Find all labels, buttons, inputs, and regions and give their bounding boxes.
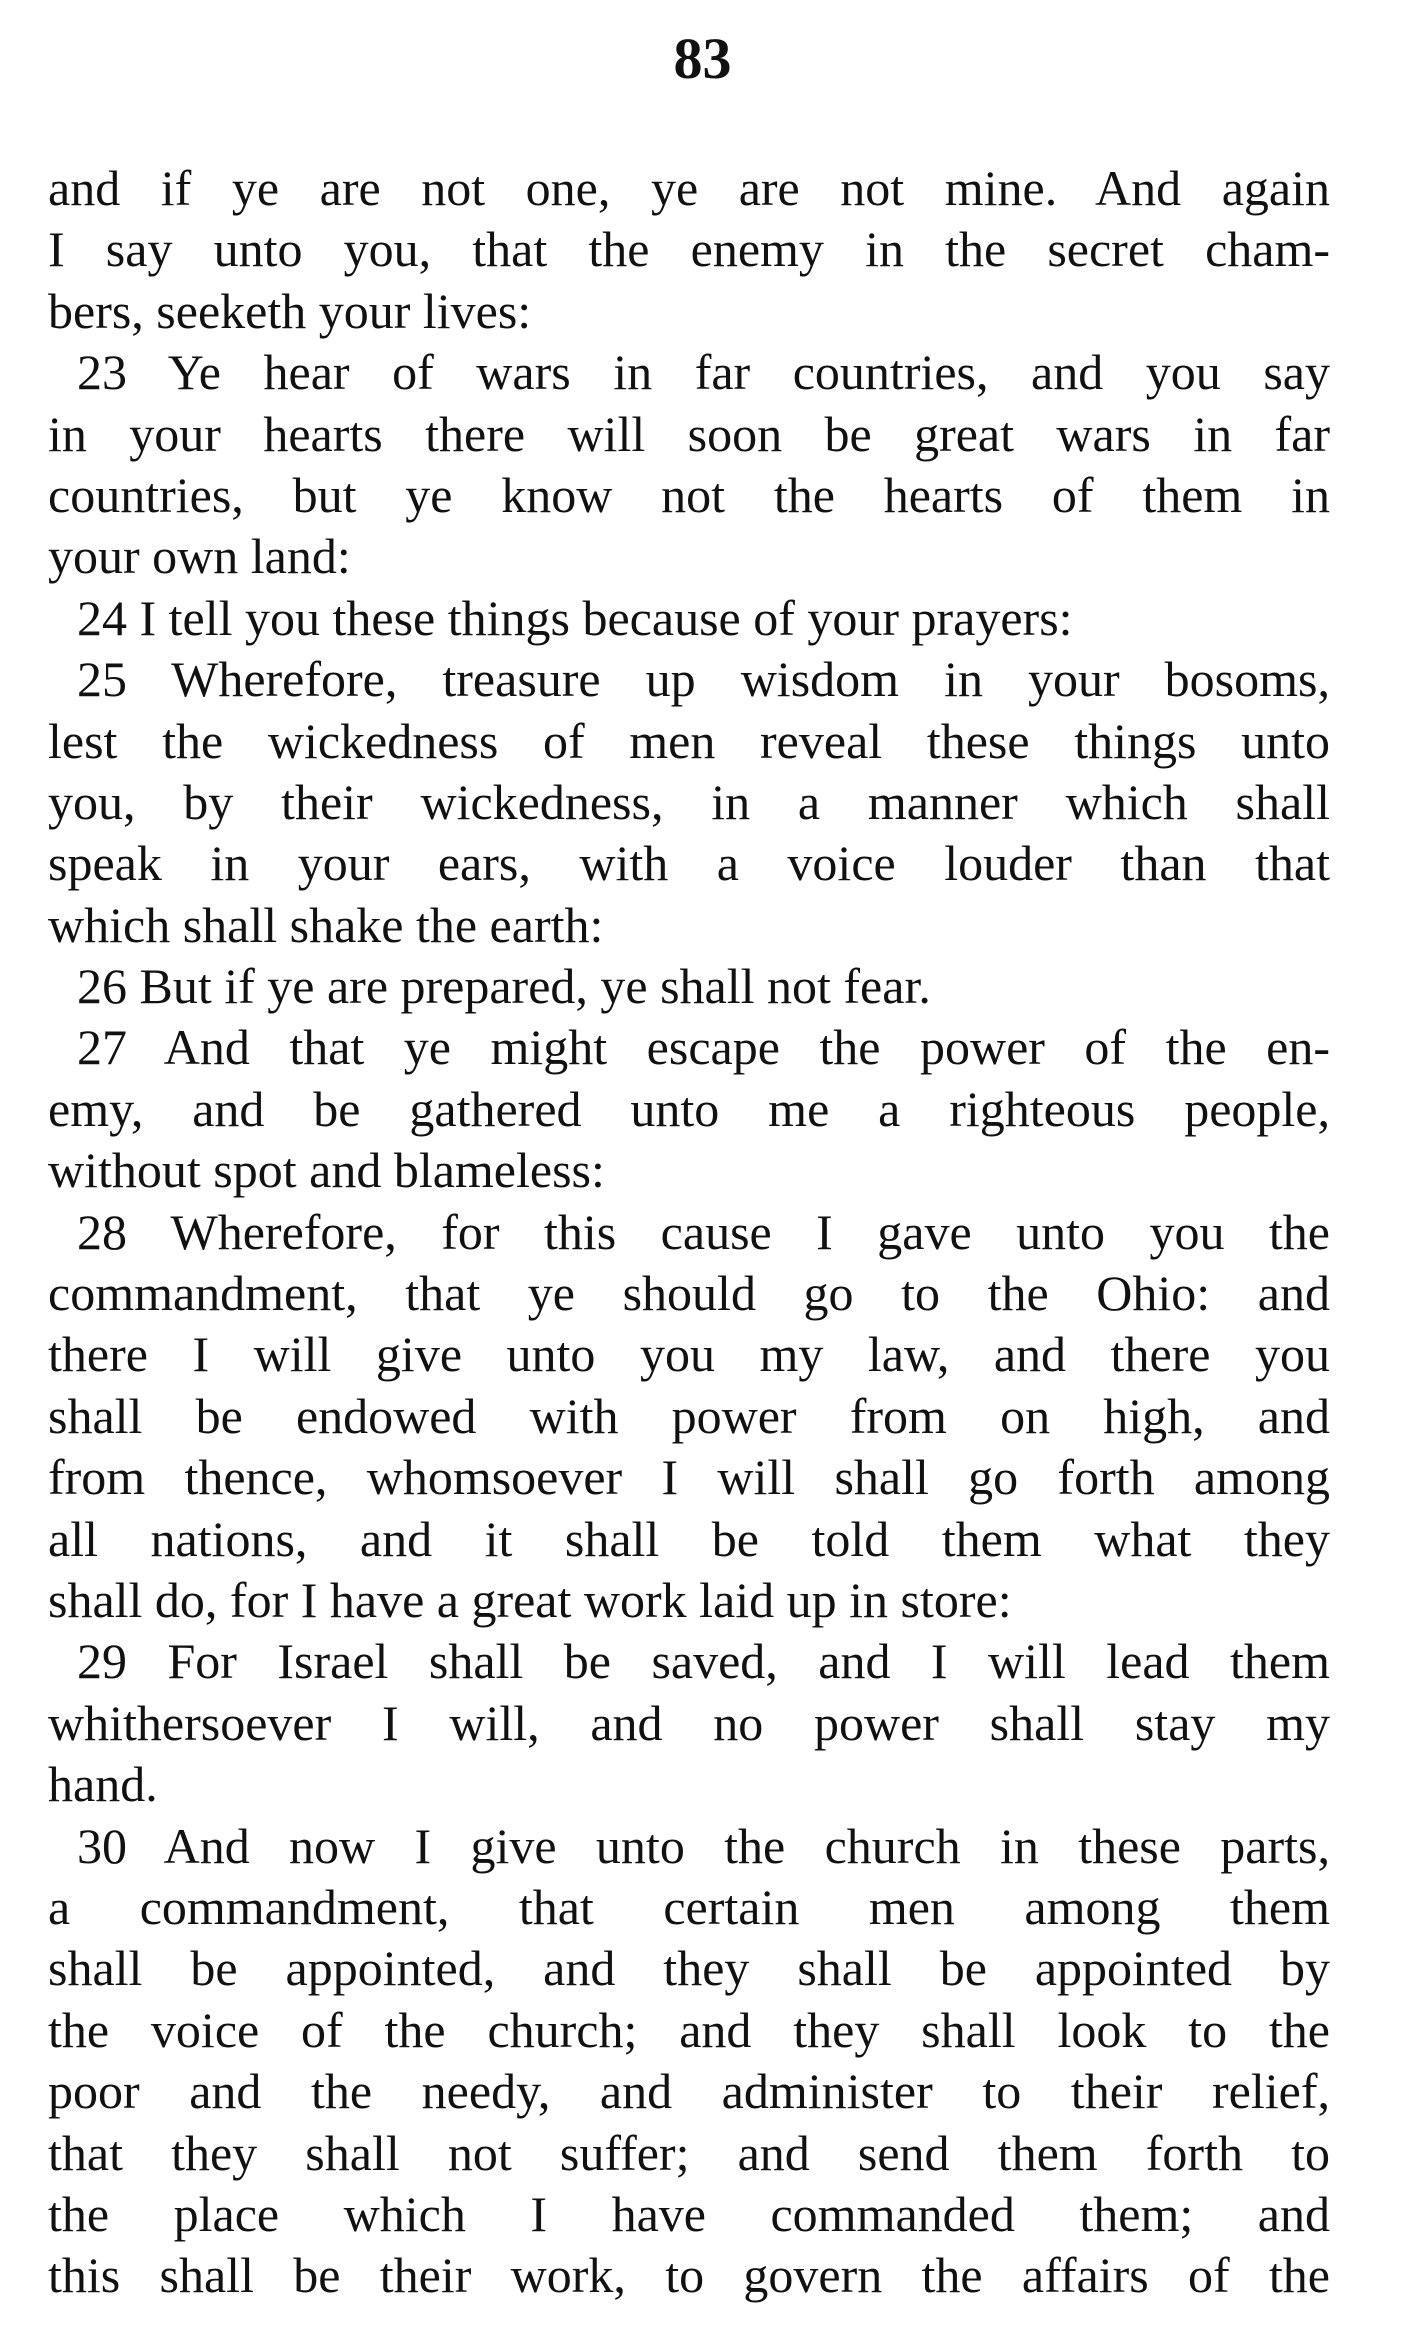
body-text [48, 158, 1330, 2307]
text-line: without spot and blameless: [48, 1142, 605, 1199]
text-line: your own land: [48, 528, 351, 585]
text-line: speak in your ears, with a voice louder than that [48, 835, 1330, 892]
text-line: from thence, whomsoever I will shall go forth among [48, 1449, 1330, 1506]
text-line: in your hearts there will soon be great wars in far [48, 405, 1330, 462]
text-line: 29 For Israel shall be saved, and I will lead them [77, 1633, 1330, 1690]
text-line: emy, and be gathered unto me a righteous people, [48, 1080, 1330, 1137]
text-line: shall do, for I have a great work laid up in store: [48, 1571, 1012, 1628]
page-number: 83 [673, 26, 732, 91]
text-line: hand. [48, 1756, 158, 1813]
text-line: 25 Wherefore, treasure up wisdom in your bosoms, [77, 651, 1330, 708]
text-line: there I will give unto you my law, and there you [48, 1326, 1330, 1383]
text-line: shall be appointed, and they shall be appointed by [48, 1940, 1330, 1997]
text-line: whithersoever I will, and no power shall stay my [48, 1694, 1330, 1751]
text-line: 27 And that ye might escape the power of the en- [77, 1019, 1330, 1076]
text-line: all nations, and it shall be told them what they [48, 1510, 1330, 1567]
text-line: bers, seeketh your lives: [48, 282, 532, 339]
text-line: 28 Wherefore, for this cause I gave unto you the [77, 1203, 1330, 1260]
text-line: poor and the needy, and administer to their relief, [48, 2063, 1330, 2120]
text-line: I say unto you, that the enemy in the secret cham- [48, 221, 1330, 278]
text-line: 24 I tell you these things because of your prayers: [77, 589, 1073, 646]
text-line: commandment, that ye should go to the Ohio: and [48, 1265, 1330, 1322]
text-line: 26 But if ye are prepared, ye shall not fear. [77, 958, 931, 1015]
text-line: which shall shake the earth: [48, 896, 604, 953]
text-line: a commandment, that certain men among them [48, 1878, 1330, 1935]
text-line: 23 Ye hear of wars in far countries, and you say [77, 344, 1330, 401]
text-line: this shall be their work, to govern the affairs of the [48, 2247, 1330, 2304]
text-line: the place which I have commanded them; and [48, 2185, 1330, 2242]
text-line: shall be endowed with power from on high, and [48, 1387, 1330, 1444]
text-line: lest the wickedness of men reveal these things unto [48, 712, 1330, 769]
text-line: that they shall not suffer; and send them forth to [48, 2124, 1330, 2181]
text-line: countries, but ye know not the hearts of them in [48, 466, 1330, 523]
text-line: you, by their wickedness, in a manner which shall [48, 773, 1330, 830]
text-line: and if ye are not one, ye are not mine. And again [48, 160, 1330, 216]
text-line: 30 And now I give unto the church in these parts, [77, 1817, 1330, 1874]
text-line: the voice of the church; and they shall look to the [48, 2001, 1330, 2058]
